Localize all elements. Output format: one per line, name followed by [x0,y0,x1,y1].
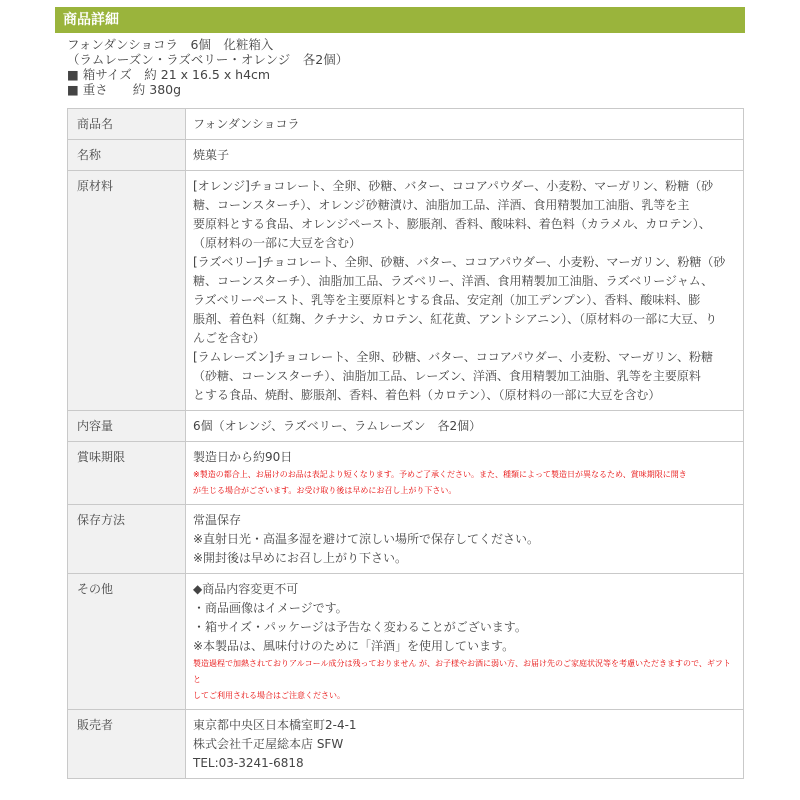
spec-value-line: フォンダンショコラ [193,117,300,131]
spec-note-line: が生じる場合がございます。お受け取り後は早めにお召し上がり下さい。 [193,486,457,495]
spec-label: 販売者 [68,710,186,779]
spec-row [68,171,744,411]
spec-value [186,442,744,505]
spec-value-line: （原材料の一部に大豆を含む） [193,236,362,250]
spec-value [186,710,744,779]
spec-value-line: [ラズベリー]チョコレート、全卵、砂糖、バター、ココアパウダー、小麦粉、マーガリン、粉糖（砂 [193,255,726,269]
spec-label: 内容量 [68,411,186,442]
intro-line: （ラムレーズン・ラズベリー・オレンジ 各2個） [67,52,349,67]
spec-row [68,710,744,779]
spec-value-line: 脹剤、着色料（紅麹、クチナシ、カロテン、紅花黄、アントシアニン）、（原材料の一部に大豆、り [193,312,718,326]
spec-value [186,411,744,442]
spec-label: 名称 [68,140,186,171]
spec-label: 保存方法 [68,505,186,574]
spec-value [186,171,744,411]
spec-row [68,140,744,171]
spec-value-line: 糖、コーンスターチ）、油脂加工品、ラズベリー、洋酒、食用精製加工油脂、ラズベリージャム、 [193,274,714,288]
spec-table [67,108,744,779]
spec-label: 賞味期限 [68,442,186,505]
spec-note-line: ※製造の都合上、お届けのお品は表記より短くなります。予めご了承ください。また、種類によって製造日が異なるため、賞味期限に開き [193,470,687,479]
spec-value-line: 東京都中央区日本橋室町2-4-1 [193,718,357,732]
spec-row [68,505,744,574]
spec-value-line: ※開封後は早めにお召し上がり下さい。 [193,551,408,565]
spec-value-line: 株式会社千疋屋総本店 SFW [193,737,344,751]
intro-line: ■ 重さ 約 380g [67,82,182,97]
spec-value-line: （砂糖、コーンスターチ）、油脂加工品、レーズン、洋酒、食用精製加工油脂、乳等を主要原料 [193,369,701,383]
spec-value [186,140,744,171]
spec-row [68,442,744,505]
spec-label: その他 [68,574,186,710]
spec-value-line: ◆商品内容変更不可 [193,582,299,596]
section-header: 商品詳細 [55,7,745,33]
spec-value-line: 焼菓子 [193,148,230,162]
spec-table-body [68,109,744,779]
spec-value-line: ・商品画像はイメージです。 [193,601,348,615]
spec-value-line: ラズベリーペースト、乳等を主要原料とする食品、安定剤（加工デンプン）、香料、酸味料、膨 [193,293,701,307]
spec-note-line: 製造過程で加熱されておりアルコール成分は残っておりません が、お子様やお酒に弱い方、お届け先のご家庭状況等を考慮いただきますので、ギフトと [193,659,731,684]
spec-value-line: ・箱サイズ・パッケージは予告なく変わることがございます。 [193,620,527,634]
spec-value-line: [ラムレーズン]チョコレート、全卵、砂糖、バター、ココアパウダー、小麦粉、マーガリン、粉糖 [193,350,713,364]
intro-line: ■ 箱サイズ 約 21 x 16.5 x h4cm [67,67,271,82]
spec-value-line: 糖、コーンスターチ）、オレンジ砂糖漬け、油脂加工品、洋酒、食用精製加工油脂、乳等を主 [193,198,690,212]
spec-value-line: んごを含む） [193,331,266,345]
spec-value-line: TEL:03-3241-6818 [193,756,304,770]
spec-value-line: [オレンジ]チョコレート、全卵、砂糖、バター、ココアパウダー、小麦粉、マーガリン、粉糖（砂 [193,179,714,193]
spec-value [186,505,744,574]
intro-line: フォンダンショコラ 6個 化粧箱入 [67,37,274,52]
spec-value-line: 製造日から約90日 [193,450,293,464]
spec-value-line: 要原料とする食品、オレンジペースト、膨脹剤、香料、酸味料、着色料（カラメル、カロテン）、 [193,217,711,231]
spec-label: 原材料 [68,171,186,411]
spec-value-line: 6個（オレンジ、ラズベリー、ラムレーズン 各2個） [193,419,482,433]
spec-value-line: 常温保存 [193,513,242,527]
spec-value [186,109,744,140]
product-intro [67,37,747,97]
spec-value [186,574,744,710]
spec-value-line: ※本製品は、風味付けのために「洋酒」を使用しています。 [193,639,515,653]
spec-note-line: してご利用される場合はご注意ください。 [193,691,345,700]
spec-row [68,109,744,140]
spec-row [68,574,744,710]
spec-label: 商品名 [68,109,186,140]
spec-row [68,411,744,442]
spec-value-line: ※直射日光・高温多湿を避けて涼しい場所で保存してください。 [193,532,540,546]
spec-value-line: とする食品、焼酎、膨脹剤、香料、着色料（カロテン）、（原材料の一部に大豆を含む） [193,388,661,402]
